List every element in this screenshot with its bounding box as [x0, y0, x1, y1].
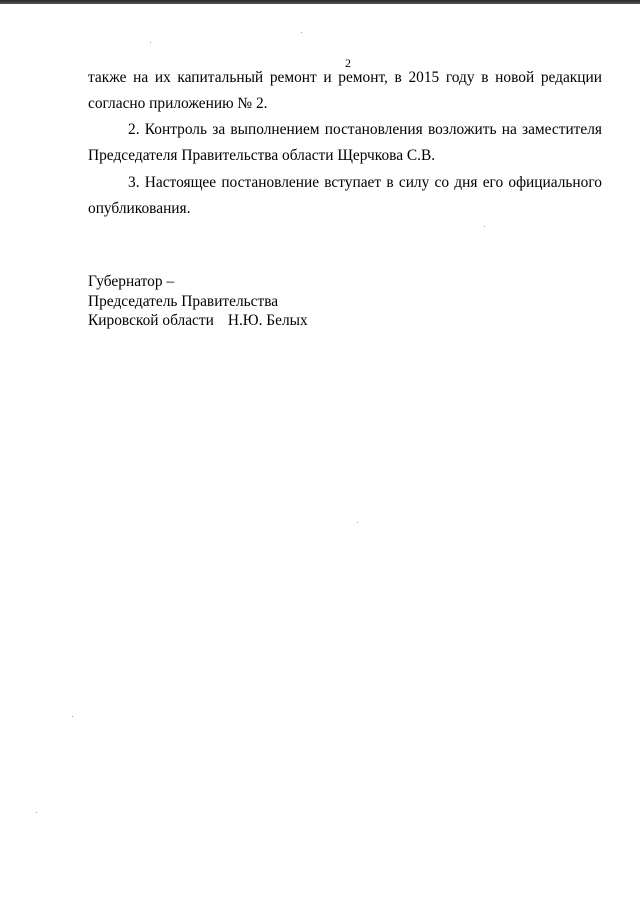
scan-speck: [36, 812, 37, 813]
signature-region-line: [88, 311, 308, 331]
signature-region: Кировской области: [88, 312, 214, 329]
scan-speck: [484, 226, 485, 227]
signature-block: [88, 272, 308, 331]
scan-speck: [150, 42, 151, 43]
scan-top-edge: [0, 0, 640, 4]
scan-speck: [301, 32, 302, 33]
signature-position-line: Председатель Правительства: [88, 292, 279, 310]
paragraph-effective-clause: 3. Настоящее постановление вступает в силу со дня его официального опубликования.: [88, 174, 602, 217]
paragraph-continuation: также на их капитальный ремонт и ремонт, в 2015 году в новой редакции согласно приложению № 2.: [88, 69, 602, 112]
scan-speck: [357, 522, 358, 523]
signature-title-line: Губернатор –: [88, 273, 175, 290]
signatory-name: Н.Ю. Белых: [227, 312, 308, 329]
page-number: 2: [345, 56, 351, 70]
paragraph-control-clause: 2. Контроль за выполнением постановления возложить на заместителя Председателя Правительства области Щерчкова С.В.: [88, 121, 602, 164]
scan-speck: [72, 716, 73, 717]
